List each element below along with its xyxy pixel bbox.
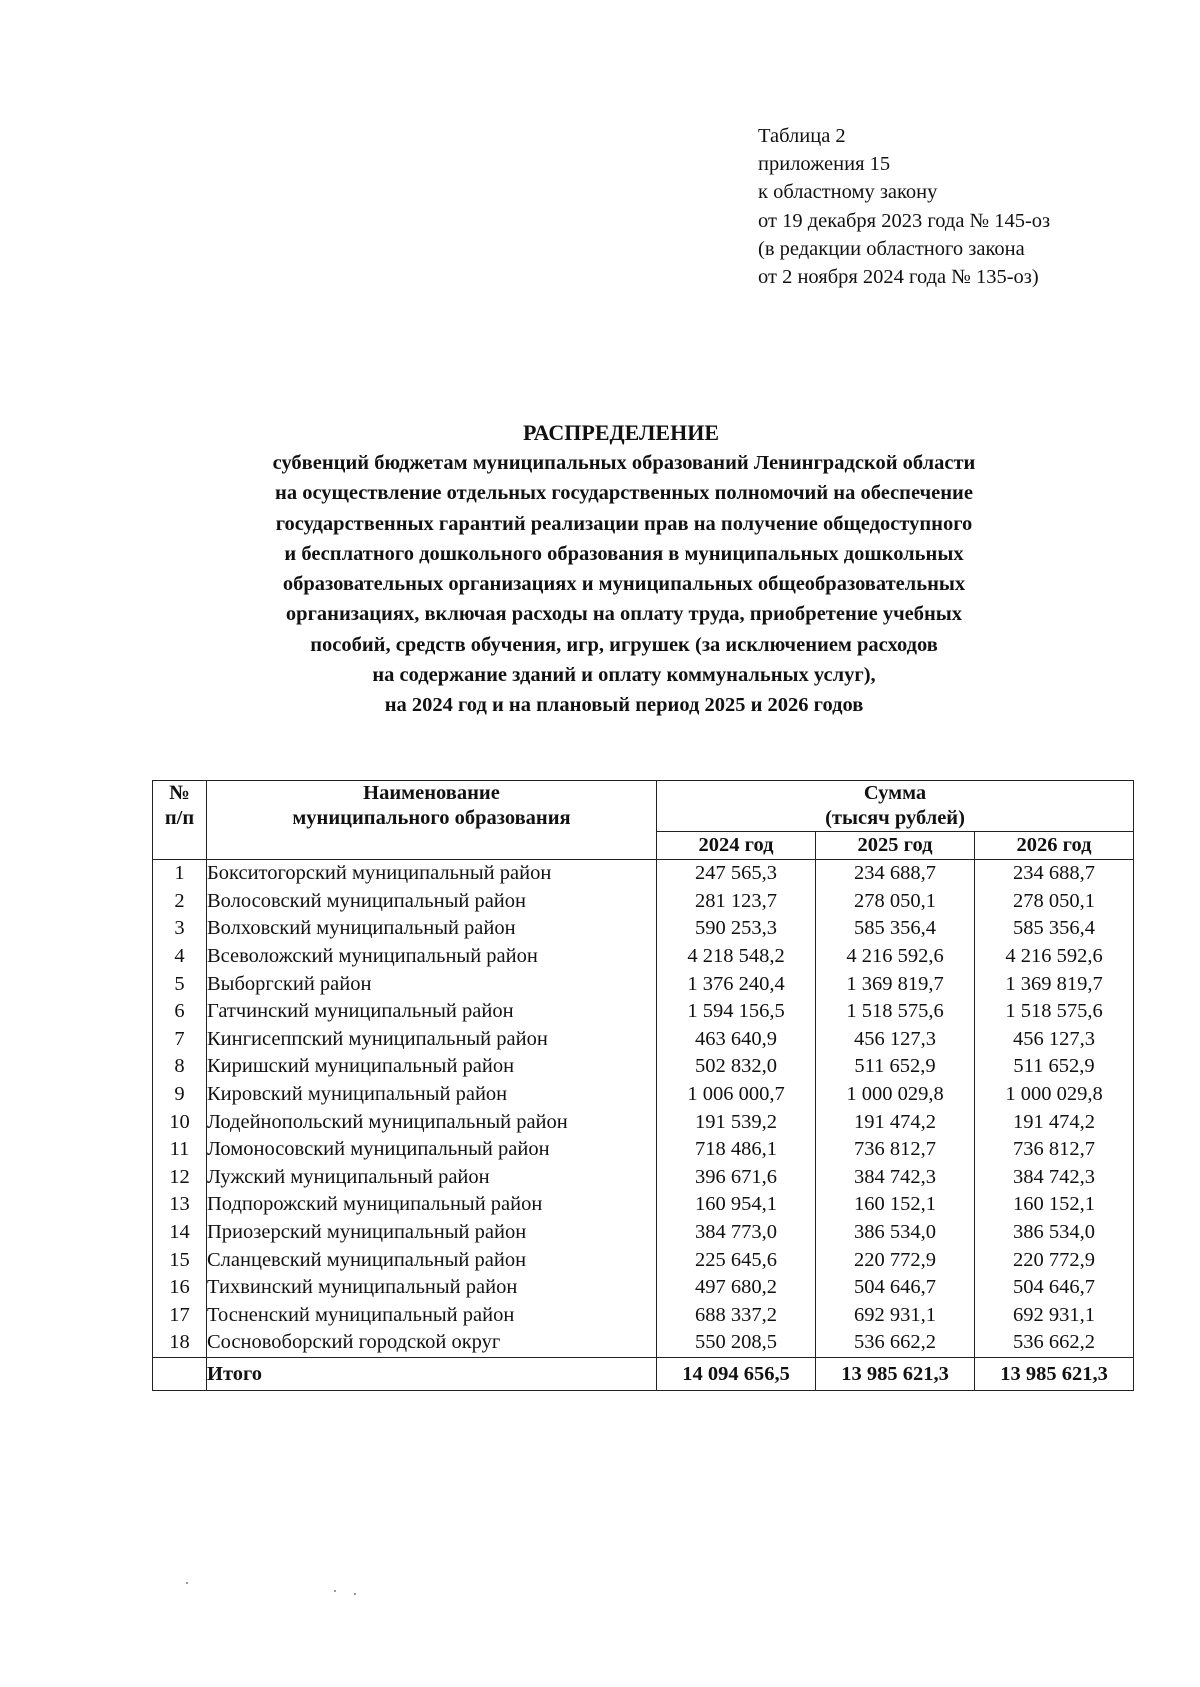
amount-2025: 736 812,7: [816, 1136, 975, 1164]
column-header-sum: [657, 781, 1134, 832]
heading-line: на осуществление отдельных государственных полномочий на обеспечение: [275, 482, 973, 505]
amount-2025: 504 646,7: [816, 1274, 975, 1302]
amount-2024: 384 773,0: [657, 1219, 816, 1247]
table-row: [153, 888, 1134, 916]
municipality-name: Тихвинский муниципальный район: [207, 1274, 657, 1302]
amount-2025: 220 772,9: [816, 1246, 975, 1274]
total-2026: 13 985 621,3: [975, 1357, 1134, 1390]
row-number: 8: [153, 1053, 207, 1081]
column-header-year-2025: 2025 год: [816, 832, 975, 860]
municipality-name: Волосовский муниципальный район: [207, 888, 657, 916]
heading-line: на содержание зданий и оплату коммунальных услуг),: [372, 664, 876, 687]
total-2025: 13 985 621,3: [816, 1357, 975, 1390]
amount-2025: 1 369 819,7: [816, 970, 975, 998]
heading-line: на 2024 год и на плановый период 2025 и 2026 годов: [384, 694, 864, 717]
document-title: РАСПРЕДЕЛЕНИЕ: [522, 420, 719, 445]
table-row: [153, 860, 1134, 888]
municipality-name: Всеволожский муниципальный район: [207, 943, 657, 971]
municipality-name: Сланцевский муниципальный район: [207, 1246, 657, 1274]
amount-2026: 384 742,3: [975, 1164, 1134, 1192]
amount-2024: 247 565,3: [657, 860, 816, 888]
row-number: 13: [153, 1191, 207, 1219]
amount-2024: 718 486,1: [657, 1136, 816, 1164]
amount-2026: 511 652,9: [975, 1053, 1134, 1081]
amount-2026: 1 518 575,6: [975, 998, 1134, 1026]
amount-2025: 511 652,9: [816, 1053, 975, 1081]
table-body: [153, 860, 1134, 1358]
amount-2026: 1 000 029,8: [975, 1081, 1134, 1109]
corner-line-edition-date: от 2 ноября 2024 года № 135-оз): [758, 266, 1039, 289]
amount-2024: 225 645,6: [657, 1246, 816, 1274]
municipality-name: Подпорожский муниципальный район: [207, 1191, 657, 1219]
row-number: 1: [153, 860, 207, 888]
table-row: [153, 970, 1134, 998]
header-number-symbol: №: [169, 782, 190, 804]
amount-2026: 4 216 592,6: [975, 943, 1134, 971]
amount-2026: 736 812,7: [975, 1136, 1134, 1164]
table-row: [153, 943, 1134, 971]
amount-2024: 497 680,2: [657, 1274, 816, 1302]
heading-line: государственных гарантий реализации прав на получение общедоступного: [275, 512, 973, 535]
row-number: 11: [153, 1136, 207, 1164]
total-2024: 14 094 656,5: [657, 1357, 816, 1390]
amount-2025: 1 518 575,6: [816, 998, 975, 1026]
corner-line-table: Таблица 2: [758, 125, 846, 147]
municipality-name: Кировский муниципальный район: [207, 1081, 657, 1109]
amount-2026: 1 369 819,7: [975, 970, 1134, 998]
header-name-line1: Наименование: [363, 782, 500, 804]
amount-2025: 386 534,0: [816, 1219, 975, 1247]
amount-2026: 536 662,2: [975, 1329, 1134, 1357]
corner-line-law: к областному закону: [758, 181, 938, 204]
total-row: [153, 1357, 1134, 1390]
heading-line: образовательных организациях и муниципальных общеобразовательных: [282, 573, 966, 596]
heading-line: субвенций бюджетам муниципальных образований Ленинградской области: [272, 452, 976, 474]
municipality-name: Гатчинский муниципальный район: [207, 998, 657, 1026]
municipality-name: Бокситогорский муниципальный район: [207, 860, 657, 888]
table-row: [153, 1081, 1134, 1109]
row-number: 10: [153, 1108, 207, 1136]
amount-2024: 281 123,7: [657, 888, 816, 916]
table-row: [153, 1219, 1134, 1247]
amount-2025: 384 742,3: [816, 1164, 975, 1192]
amount-2026: 692 931,1: [975, 1302, 1134, 1330]
amount-2025: 234 688,7: [816, 860, 975, 888]
row-number: 9: [153, 1081, 207, 1109]
table-row: [153, 1108, 1134, 1136]
corner-line-edition: (в редакции областного закона: [758, 237, 1025, 260]
table-row: [153, 1164, 1134, 1192]
municipality-name: Лодейнопольский муниципальный район: [207, 1108, 657, 1136]
municipality-name: Волховский муниципальный район: [207, 915, 657, 943]
amount-2024: 1 006 000,7: [657, 1081, 816, 1109]
table-row: [153, 1329, 1134, 1357]
table-row: [153, 1246, 1134, 1274]
amount-2026: 234 688,7: [975, 860, 1134, 888]
row-number: 4: [153, 943, 207, 971]
table-row: [153, 1053, 1134, 1081]
row-number: 2: [153, 888, 207, 916]
row-number: 3: [153, 915, 207, 943]
heading-line: организациях, включая расходы на оплату труда, приобретение учебных: [285, 603, 963, 626]
amount-2025: 536 662,2: [816, 1329, 975, 1357]
amount-2025: 1 000 029,8: [816, 1081, 975, 1109]
amount-2024: 4 218 548,2: [657, 943, 816, 971]
header-sum-line2: (тысяч рублей): [825, 807, 965, 829]
table-row: [153, 915, 1134, 943]
amount-2024: 463 640,9: [657, 1026, 816, 1054]
amount-2025: 4 216 592,6: [816, 943, 975, 971]
amount-2024: 590 253,3: [657, 915, 816, 943]
scan-speck: [354, 1593, 356, 1595]
amount-2026: 160 152,1: [975, 1191, 1134, 1219]
scan-speck: [334, 1590, 336, 1592]
header-name-line2: муниципального образования: [292, 807, 571, 829]
total-number-cell: [153, 1357, 207, 1390]
row-number: 6: [153, 998, 207, 1026]
row-number: 14: [153, 1219, 207, 1247]
corner-line-appendix: приложения 15: [758, 153, 891, 176]
document-heading: [0, 418, 1200, 721]
amount-2026: 191 474,2: [975, 1108, 1134, 1136]
municipality-name: Приозерский муниципальный район: [207, 1219, 657, 1247]
amount-2025: 456 127,3: [816, 1026, 975, 1054]
table-row: [153, 1302, 1134, 1330]
amount-2024: 396 671,6: [657, 1164, 816, 1192]
table-row: [153, 1191, 1134, 1219]
amount-2026: 504 646,7: [975, 1274, 1134, 1302]
row-number: 15: [153, 1246, 207, 1274]
amount-2025: 160 152,1: [816, 1191, 975, 1219]
amount-2024: 1 376 240,4: [657, 970, 816, 998]
amount-2025: 692 931,1: [816, 1302, 975, 1330]
table-row: [153, 1274, 1134, 1302]
amount-2026: 585 356,4: [975, 915, 1134, 943]
total-label: Итого: [207, 1357, 657, 1390]
municipality-name: Ломоносовский муниципальный район: [207, 1136, 657, 1164]
scan-speck: [186, 1582, 188, 1584]
municipality-name: Сосновоборский городской округ: [207, 1329, 657, 1357]
heading-line: и бесплатного дошкольного образования в муниципальных дошкольных: [284, 542, 964, 565]
column-header-name: [207, 781, 657, 860]
municipality-name: Киришский муниципальный район: [207, 1053, 657, 1081]
amount-2025: 191 474,2: [816, 1108, 975, 1136]
amount-2025: 585 356,4: [816, 915, 975, 943]
municipality-name: Выборгский район: [207, 970, 657, 998]
row-number: 12: [153, 1164, 207, 1192]
amount-2024: 502 832,0: [657, 1053, 816, 1081]
heading-line: пособий, средств обучения, игр, игрушек (за исключением расходов: [310, 633, 938, 656]
header-sum-line1: Сумма: [863, 782, 927, 804]
row-number: 7: [153, 1026, 207, 1054]
corner-line-law-date: от 19 декабря 2023 года № 145-оз: [758, 209, 1051, 232]
amount-2025: 278 050,1: [816, 888, 975, 916]
amount-2026: 278 050,1: [975, 888, 1134, 916]
row-number: 17: [153, 1302, 207, 1330]
header-number-abbr: п/п: [164, 807, 195, 829]
table-row: [153, 1026, 1134, 1054]
document-corner-reference: [758, 122, 1050, 291]
distribution-table: [152, 780, 1134, 1391]
amount-2026: 220 772,9: [975, 1246, 1134, 1274]
row-number: 18: [153, 1329, 207, 1357]
amount-2024: 550 208,5: [657, 1329, 816, 1357]
table-row: [153, 998, 1134, 1026]
amount-2026: 456 127,3: [975, 1026, 1134, 1054]
amount-2024: 1 594 156,5: [657, 998, 816, 1026]
row-number: 16: [153, 1274, 207, 1302]
row-number: 5: [153, 970, 207, 998]
municipality-name: Лужский муниципальный район: [207, 1164, 657, 1192]
municipality-name: Тосненский муниципальный район: [207, 1302, 657, 1330]
municipality-name: Кингисеппский муниципальный район: [207, 1026, 657, 1054]
amount-2024: 160 954,1: [657, 1191, 816, 1219]
amount-2024: 688 337,2: [657, 1302, 816, 1330]
column-header-year-2024: 2024 год: [657, 832, 816, 860]
column-header-year-2026: 2026 год: [975, 832, 1134, 860]
table-row: [153, 1136, 1134, 1164]
amount-2024: 191 539,2: [657, 1108, 816, 1136]
column-header-number: [153, 781, 207, 860]
amount-2026: 386 534,0: [975, 1219, 1134, 1247]
